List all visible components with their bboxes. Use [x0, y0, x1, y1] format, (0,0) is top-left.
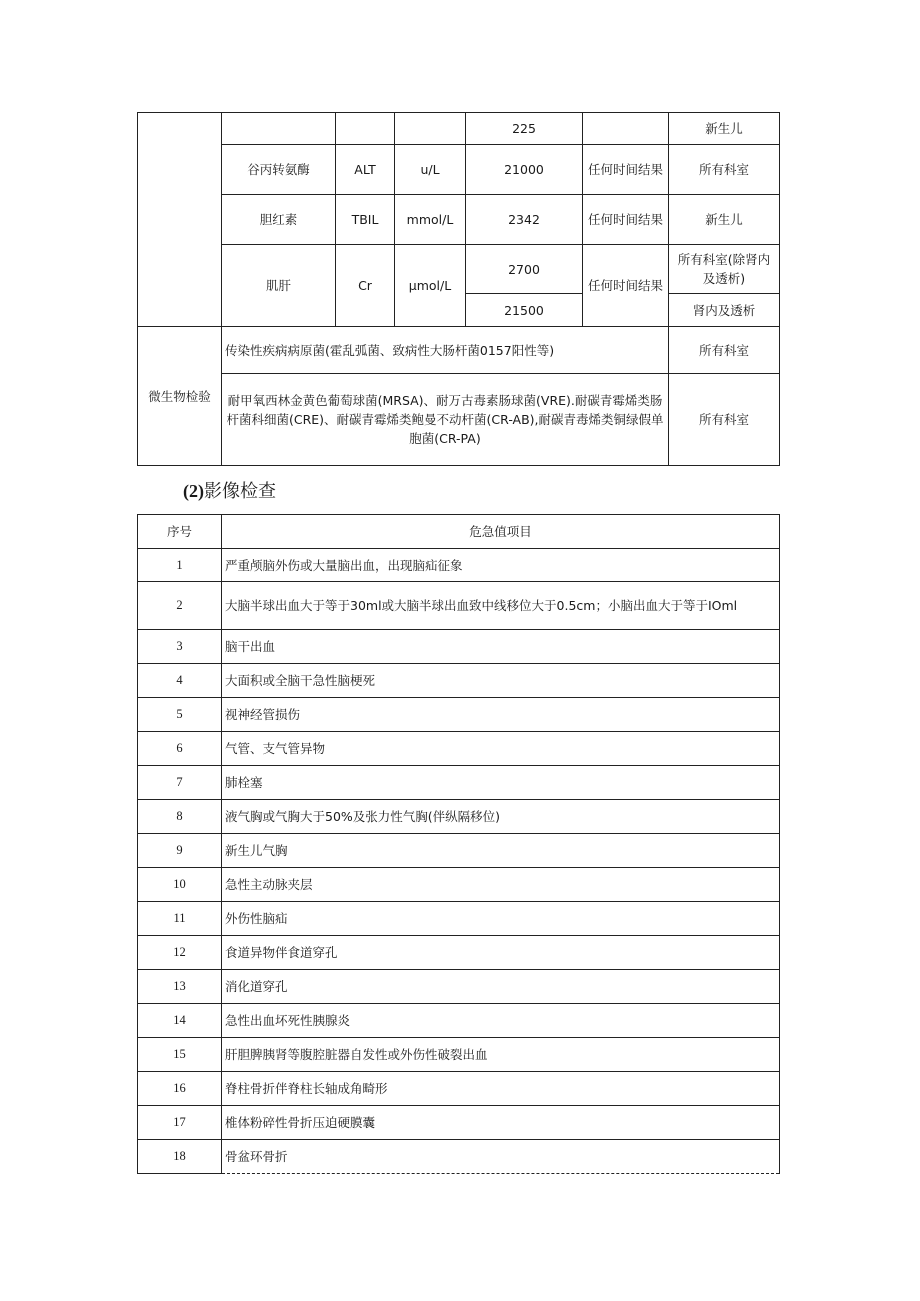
- test-abbr: TBIL: [336, 195, 395, 245]
- row-item: 脑干出血: [222, 630, 780, 664]
- lab-critical-values-table: [137, 112, 780, 466]
- row-number: 13: [138, 970, 222, 1004]
- table-row: [138, 868, 780, 902]
- section-heading: [183, 479, 276, 504]
- row-number: 2: [138, 582, 222, 630]
- row-item: 肝胆脾胰肾等腹腔脏器自发性或外伤性破裂出血: [222, 1038, 780, 1072]
- row-item: 视神经管损伤: [222, 698, 780, 732]
- table-row: [138, 970, 780, 1004]
- test-value: 2342: [466, 195, 583, 245]
- table-row: [138, 766, 780, 800]
- section-title: 影像检查: [204, 481, 276, 502]
- table-row: [138, 327, 780, 374]
- micro-category: 微生物检验: [138, 327, 222, 466]
- row-number: 12: [138, 936, 222, 970]
- row-number: 4: [138, 664, 222, 698]
- table-row: [138, 834, 780, 868]
- row-number: 1: [138, 549, 222, 582]
- row-number: 3: [138, 630, 222, 664]
- row-item: 骨盆环骨折: [222, 1140, 780, 1174]
- test-name: 胆红素: [222, 195, 336, 245]
- table-row: [138, 630, 780, 664]
- report-time: 任何时间结果: [583, 245, 669, 327]
- test-name: 肌肝: [222, 245, 336, 327]
- table-header-row: [138, 515, 780, 549]
- row-number: 7: [138, 766, 222, 800]
- row-item: 脊柱骨折伴脊柱长轴成角畸形: [222, 1072, 780, 1106]
- row-item: 大面积或全脑干急性脑梗死: [222, 664, 780, 698]
- header-item: 危急值项目: [222, 515, 780, 549]
- table-row: [138, 800, 780, 834]
- table-row: [138, 1072, 780, 1106]
- table-row: [138, 1106, 780, 1140]
- test-value: 21000: [466, 145, 583, 195]
- test-unit: mmol/L: [395, 195, 466, 245]
- table-row: [138, 902, 780, 936]
- test-unit: u/L: [395, 145, 466, 195]
- row-number: 5: [138, 698, 222, 732]
- report-time: 任何时间结果: [583, 195, 669, 245]
- row-item: 大脑半球出血大于等于30ml或大脑半球出血致中线移位大于0.5cm；小脑出血大于等于IOml: [222, 582, 780, 630]
- department: 所有科室(除肾内及透析): [669, 245, 780, 294]
- table-row: [138, 1004, 780, 1038]
- row-item: 肺栓塞: [222, 766, 780, 800]
- test-abbr: [336, 113, 395, 145]
- row-number: 14: [138, 1004, 222, 1038]
- department: 所有科室: [669, 145, 780, 195]
- test-value: 2700: [466, 245, 583, 294]
- row-item: 气管、支气管异物: [222, 732, 780, 766]
- table-row: [138, 1140, 780, 1174]
- row-item: 液气胸或气胸大于50%及张力性气胸(伴纵隔移位): [222, 800, 780, 834]
- department: 所有科室: [669, 327, 780, 374]
- test-value: 21500: [466, 294, 583, 327]
- row-number: 8: [138, 800, 222, 834]
- row-number: 16: [138, 1072, 222, 1106]
- micro-item: 耐甲氧西林金黄色葡萄球菌(MRSA)、耐万古毒素肠球菌(VRE).耐碳青霉烯类肠杆菌科细菌(CRE)、耐碳青霉烯类鲍曼不动杆菌(CR-AB),耐碳青毒烯类铜绿假单胞菌(CR-PA): [222, 374, 669, 466]
- table-row: [138, 113, 780, 145]
- test-value: 225: [466, 113, 583, 145]
- table-row: [138, 582, 780, 630]
- table-row: [138, 936, 780, 970]
- row-number: 10: [138, 868, 222, 902]
- row-item: 椎体粉碎性骨折压迫硬膜囊: [222, 1106, 780, 1140]
- department: 新生儿: [669, 113, 780, 145]
- row-number: 9: [138, 834, 222, 868]
- department: 肾内及透析: [669, 294, 780, 327]
- header-number: 序号: [138, 515, 222, 549]
- test-unit: [395, 113, 466, 145]
- table-row: [138, 245, 780, 294]
- table-row: [138, 664, 780, 698]
- test-abbr: Cr: [336, 245, 395, 327]
- table-row: [138, 732, 780, 766]
- test-name: 谷丙转氨酶: [222, 145, 336, 195]
- row-item: 食道异物伴食道穿孔: [222, 936, 780, 970]
- table-row: [138, 374, 780, 466]
- category-cell-empty: [138, 113, 222, 327]
- row-number: 15: [138, 1038, 222, 1072]
- row-item: 急性出血坏死性胰腺炎: [222, 1004, 780, 1038]
- row-item: 外伤性脑疝: [222, 902, 780, 936]
- row-number: 11: [138, 902, 222, 936]
- row-number: 18: [138, 1140, 222, 1174]
- table-row: [138, 195, 780, 245]
- report-time: [583, 113, 669, 145]
- micro-item: 传染性疾病病原菌(霍乱弧菌、致病性大肠杆菌0157阳性等): [222, 327, 669, 374]
- table-row: [138, 549, 780, 582]
- test-abbr: ALT: [336, 145, 395, 195]
- imaging-critical-values-table: [137, 514, 780, 1174]
- test-name: [222, 113, 336, 145]
- row-item: 消化道穿孔: [222, 970, 780, 1004]
- department: 新生儿: [669, 195, 780, 245]
- row-item: 急性主动脉夹层: [222, 868, 780, 902]
- section-number: (2): [183, 481, 204, 501]
- report-time: 任何时间结果: [583, 145, 669, 195]
- table-row: [138, 1038, 780, 1072]
- table-row: [138, 145, 780, 195]
- table-row: [138, 698, 780, 732]
- row-item: 严重颅脑外伤或大量脑出血，出现脑疝征象: [222, 549, 780, 582]
- row-number: 6: [138, 732, 222, 766]
- department: 所有科室: [669, 374, 780, 466]
- row-item: 新生儿气胸: [222, 834, 780, 868]
- test-unit: μmol/L: [395, 245, 466, 327]
- row-number: 17: [138, 1106, 222, 1140]
